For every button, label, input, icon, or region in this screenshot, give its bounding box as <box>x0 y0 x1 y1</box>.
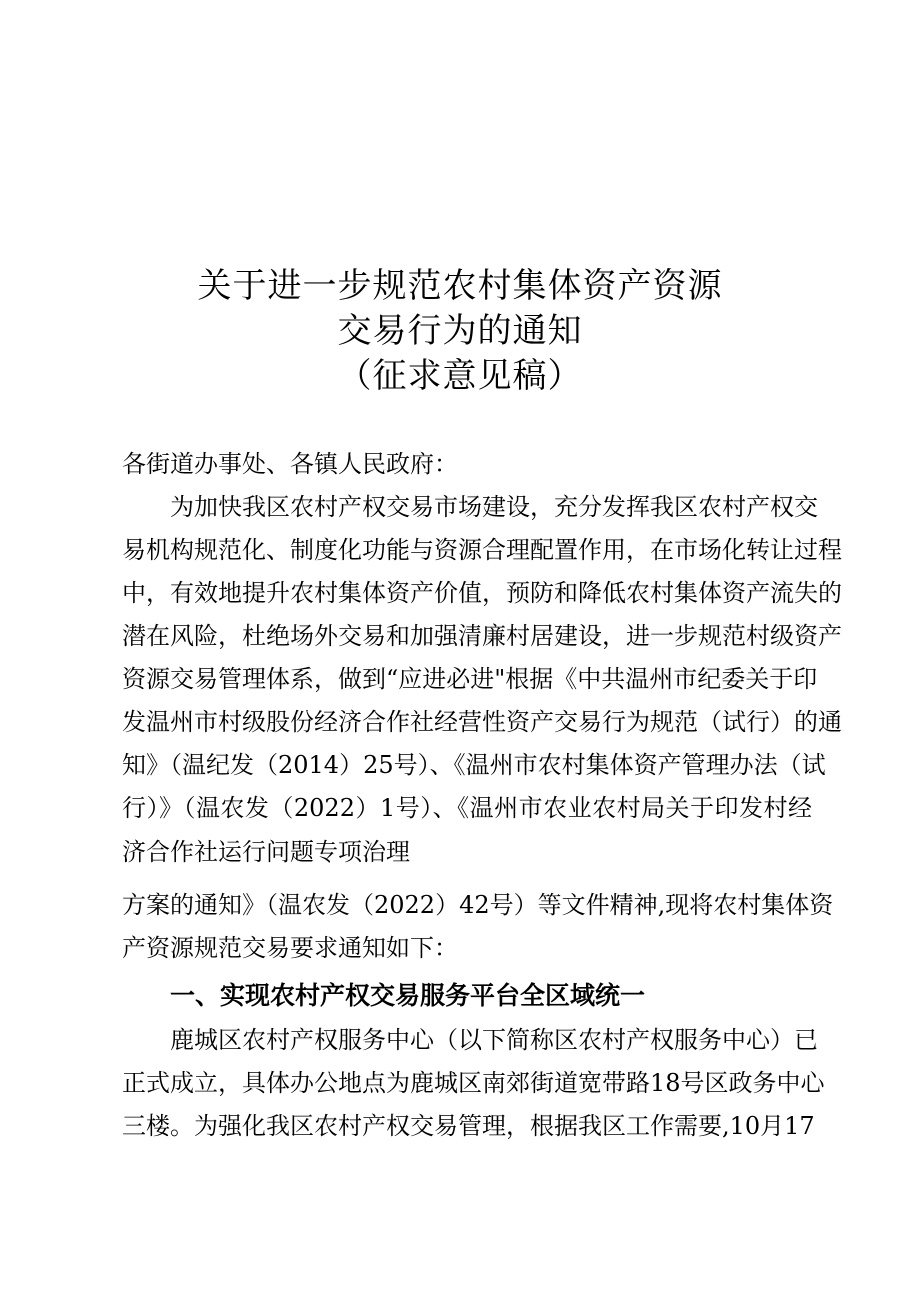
paragraph1-line: 中，有效地提升农村集体资产价值，预防和降低农村集体资产流失的 <box>122 579 842 607</box>
paragraph1-line: 易机构规范化、制度化功能与资源合理配置作用，在市场化转让过程 <box>122 536 842 564</box>
paragraph1-line: 产资源规范交易要求通知如下： <box>122 934 458 962</box>
paragraph2-line: 鹿城区农村产权服务中心（以下简称区农村产权服务中心）已 <box>170 1026 818 1054</box>
paragraph2-line: 正式成立，具体办公地点为鹿城区南郊街道宽带路18号区政务中心 <box>122 1069 825 1097</box>
paragraph1-line: 发温州市村级股份经济合作社经营性资产交易行为规范（试行）的通 <box>122 708 842 736</box>
document-title-line-2: 交易行为的通知 <box>337 311 583 351</box>
section1-heading: 一、实现农村产权交易服务平台全区域统一 <box>170 981 646 1010</box>
paragraph2-line: 三楼。为强化我区农村产权交易管理，根据我区工作需要,10月17 <box>122 1112 815 1140</box>
paragraph1-line: 知》（温纪发（2014）25号）、《温州市农村集体资产管理办法（试 <box>122 751 826 779</box>
paragraph1-line: 资源交易管理体系，做到“应进必进"根据《中共温州市纪委关于印 <box>122 665 818 693</box>
paragraph1-line: 济合作社运行问题专项治理 <box>122 838 410 866</box>
document-title-line-3: （征求意见稿） <box>337 356 583 396</box>
addressee: 各街道办事处、各镇人民政府： <box>122 450 458 478</box>
paragraph1-line: 方案的通知》（温农发（2022）42号）等文件精神,现将农村集体资 <box>122 891 834 919</box>
paragraph1-line: 为加快我区农村产权交易市场建设，充分发挥我区农村产权交 <box>170 493 818 521</box>
document-title-line-1: 关于进一步规范农村集体资产资源 <box>197 266 723 306</box>
paragraph1-line: 潜在风险，杜绝场外交易和加强清廉村居建设，进一步规范村级资产 <box>122 622 842 650</box>
paragraph1-line: 行）》（温农发（2022）1号）、《温州市农业农村局关于印发村经 <box>122 794 812 822</box>
